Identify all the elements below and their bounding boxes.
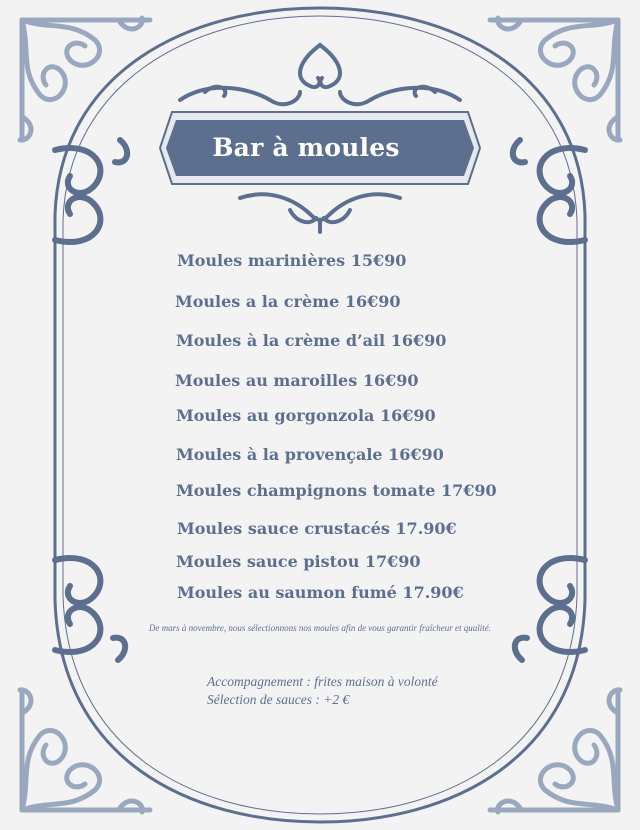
menu-item: Moules au gorgonzola 16€90 xyxy=(176,406,436,425)
accompaniment-text: Accompagnement : frites maison à volonté xyxy=(207,674,438,689)
title-underline-ornament xyxy=(240,194,400,232)
menu-item: Moules au saumon fumé 17.90€ xyxy=(177,583,464,602)
corner-ornament-top-right xyxy=(490,18,620,140)
menu-title: Bar à moules xyxy=(212,132,400,162)
menu-item: Moules sauce crustacés 17.90€ xyxy=(177,519,457,538)
freshness-note: De mars à novembre, nous sélectionnons nos moules afin de vous garantir fraîcheur et qualité. xyxy=(148,623,492,633)
menu-item: Moules a la crème 16€90 xyxy=(175,292,401,311)
sauces-text: Sélection de sauces : +2 € xyxy=(207,692,350,707)
menu-item: Moules marinières 15€90 xyxy=(177,251,407,270)
menu-item: Moules à la provençale 16€90 xyxy=(176,445,444,464)
menu-item: Moules sauce pistou 17€90 xyxy=(176,552,421,571)
menu-item: Moules champignons tomate 17€90 xyxy=(176,481,497,500)
crown-ornament xyxy=(180,45,460,104)
side-ornament-lower-left xyxy=(55,558,125,660)
menu-item: Moules au maroilles 16€90 xyxy=(175,371,419,390)
menu-item: Moules à la crème d’ail 16€90 xyxy=(176,331,447,350)
side-ornament-lower-right xyxy=(515,558,585,660)
corner-ornament-top-left xyxy=(20,18,150,140)
